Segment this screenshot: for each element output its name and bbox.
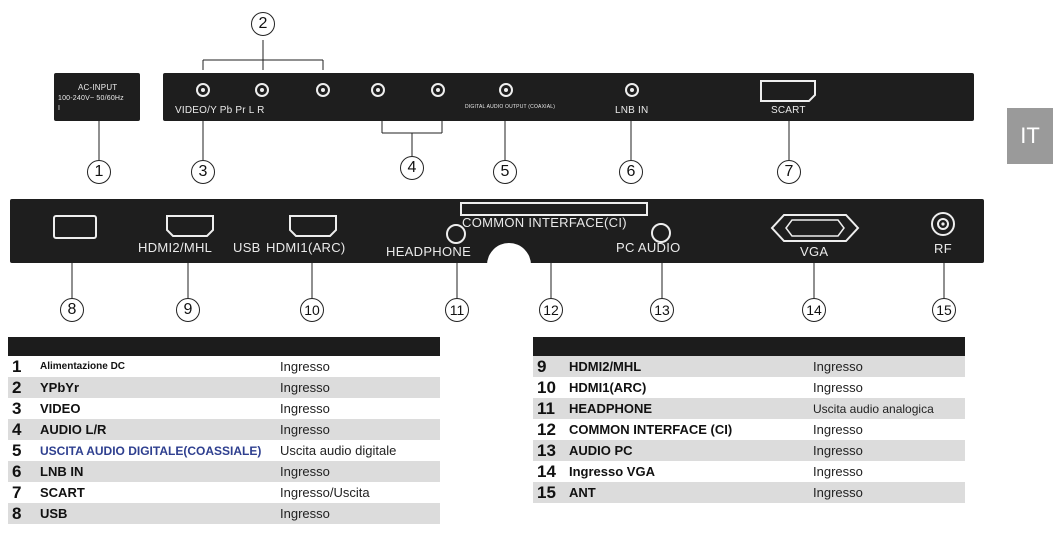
row-port-name: USCITA AUDIO DIGITALE(COASSIALE)	[40, 443, 262, 458]
vga-label: VGA	[800, 244, 829, 259]
table-row	[8, 440, 440, 461]
row-port-name: AUDIO L/R	[36, 419, 276, 440]
row-type: Uscita audio analogica	[809, 398, 965, 419]
table-row	[533, 482, 965, 503]
panel-notch	[487, 243, 531, 287]
ac-input-mark: I	[58, 105, 61, 112]
table-row	[8, 398, 440, 419]
callout-10: 10	[300, 298, 324, 322]
row-port-name: SCART	[40, 485, 85, 500]
row-port-name: VIDEO	[40, 401, 81, 416]
row-number: 4	[8, 419, 36, 440]
row-port-name: USB	[36, 503, 276, 524]
callout-3: 3	[191, 160, 215, 184]
table-row	[533, 356, 965, 377]
video-label: VIDEO/Y Pb Pr L R	[175, 105, 265, 116]
table-row	[8, 377, 440, 398]
row-number: 2	[8, 377, 36, 398]
usb-port[interactable]	[53, 215, 97, 239]
callout-11: 11	[445, 298, 469, 322]
row-number: 1	[12, 356, 22, 376]
callout-2: 2	[251, 12, 275, 36]
callout-5: 5	[493, 160, 517, 184]
table-header	[8, 337, 440, 356]
headphone-label: HEADPHONE	[386, 244, 472, 259]
callout-6: 6	[619, 160, 643, 184]
table-header	[533, 337, 965, 356]
row-port-name: HEADPHONE	[565, 398, 809, 419]
row-number: 6	[8, 461, 36, 482]
callout-8: 8	[60, 298, 84, 322]
row-type: Ingresso	[280, 359, 330, 374]
row-type: Ingresso/Uscita	[280, 485, 370, 500]
table-row	[533, 440, 965, 461]
row-type: Ingresso	[276, 377, 440, 398]
row-port-name: ANT	[565, 482, 809, 503]
callout-14: 14	[802, 298, 826, 322]
row-number: 5	[12, 440, 22, 460]
vga-port[interactable]	[770, 213, 860, 243]
row-number: 10	[537, 377, 556, 397]
ac-input-title: AC-INPUT	[78, 83, 118, 92]
row-type: Ingresso	[809, 482, 965, 503]
row-port-name: Alimentazione DC	[40, 361, 126, 372]
row-type: Uscita audio digitale	[280, 443, 397, 458]
row-number: 12	[537, 419, 556, 439]
rf-connector[interactable]	[930, 211, 956, 237]
row-number: 14	[537, 461, 556, 481]
callout-13: 13	[650, 298, 674, 322]
table-row	[8, 461, 440, 482]
row-port-name: HDMI1(ARC)	[569, 380, 647, 395]
row-port-name: YPbYr	[36, 377, 276, 398]
row-type: Ingresso	[809, 440, 965, 461]
callout-12: 12	[539, 298, 563, 322]
row-number: 13	[533, 440, 565, 461]
row-number: 9	[533, 356, 565, 377]
hdmi1-port[interactable]	[288, 214, 338, 238]
ports-table-left	[8, 337, 440, 524]
scart-label: SCART	[771, 105, 806, 116]
table-row	[533, 461, 965, 482]
row-number: 11	[533, 398, 565, 419]
table-row	[8, 503, 440, 524]
callout-4: 4	[400, 156, 424, 180]
callout-15: 15	[932, 298, 956, 322]
row-type: Ingresso	[276, 503, 440, 524]
table-row	[533, 398, 965, 419]
table-row	[8, 482, 440, 503]
row-port-name: HDMI2/MHL	[565, 356, 809, 377]
row-type: Ingresso	[280, 401, 330, 416]
row-type: Ingresso	[276, 461, 440, 482]
row-type: Ingresso	[813, 380, 863, 395]
row-type: Ingresso	[813, 464, 863, 479]
callout-7: 7	[777, 160, 801, 184]
table-row	[8, 356, 440, 377]
lnb-label: LNB IN	[615, 105, 649, 116]
language-tab: IT	[1007, 108, 1053, 164]
table-row	[8, 419, 440, 440]
row-port-name: AUDIO PC	[565, 440, 809, 461]
callout-9: 9	[176, 298, 200, 322]
ci-label: COMMON INTERFACE(CI)	[462, 215, 627, 230]
pc-audio-label: PC AUDIO	[616, 240, 681, 255]
callout-1: 1	[87, 160, 111, 184]
ac-input-voltage: 100-240V~ 50/60Hz	[58, 95, 124, 102]
table-row	[533, 377, 965, 398]
ports-table-right	[533, 337, 965, 503]
row-number: 15	[533, 482, 565, 503]
hdmi2-label: HDMI2/MHL	[138, 240, 213, 255]
hdmi1-label: HDMI1(ARC)	[266, 240, 346, 255]
row-port-name: Ingresso VGA	[569, 464, 655, 479]
table-row	[533, 419, 965, 440]
ci-slot[interactable]	[460, 202, 648, 216]
row-port-name: LNB IN	[36, 461, 276, 482]
row-number: 7	[12, 482, 22, 502]
row-type: Ingresso	[809, 356, 965, 377]
row-type: Ingresso	[276, 419, 440, 440]
row-number: 3	[12, 398, 22, 418]
row-port-name: COMMON INTERFACE (CI)	[569, 422, 733, 437]
hdmi2-port[interactable]	[165, 214, 215, 238]
bottom-connector-panel	[10, 199, 984, 263]
row-type: Ingresso	[813, 422, 863, 437]
coax-label: DIGITAL AUDIO OUTPUT (COAXIAL)	[465, 104, 556, 110]
rf-label: RF	[934, 241, 952, 256]
row-number: 8	[8, 503, 36, 524]
usb-label: USB	[233, 240, 261, 255]
